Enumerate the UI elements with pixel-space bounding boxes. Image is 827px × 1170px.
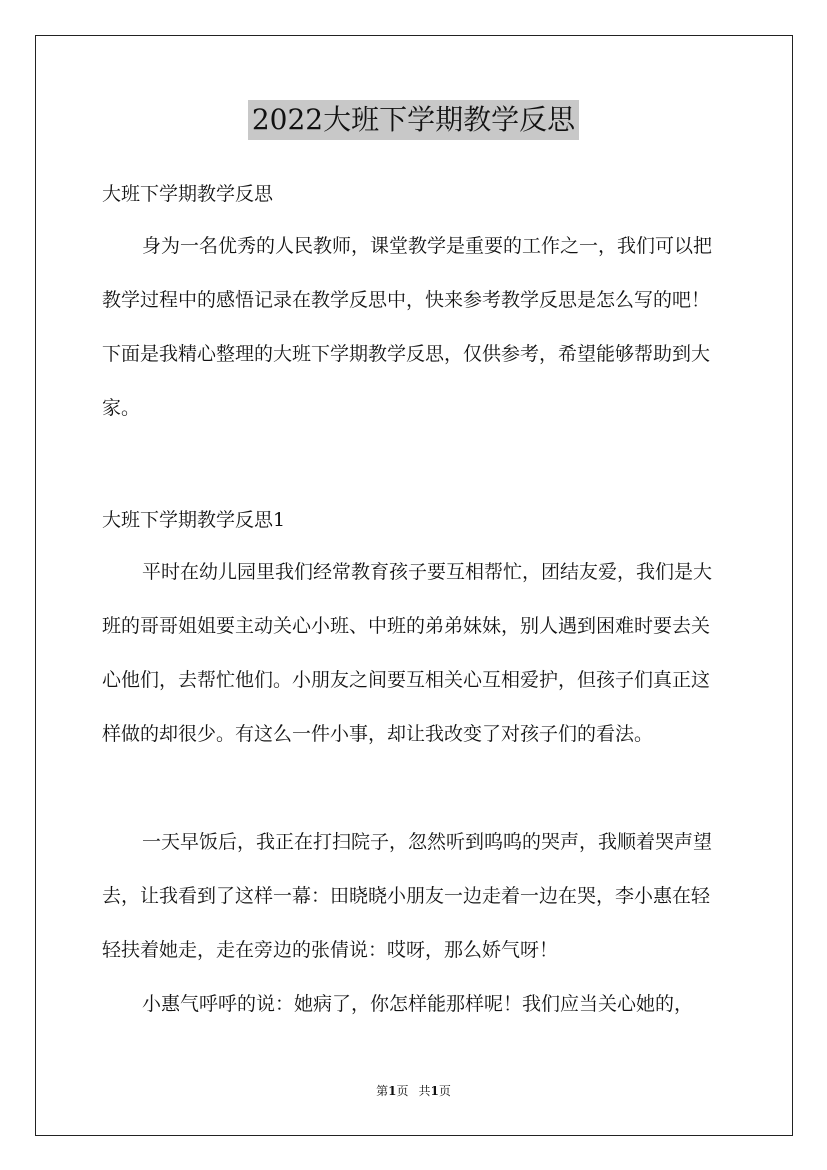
page-number: 1 xyxy=(388,1084,397,1098)
section-paragraph-text: 平时在幼儿园里我们经常教育孩子要互相帮忙，团结友爱，我们是大班的哥哥姐姐要主动关心小班、中班的弟弟妹妹，别人遇到困难时要去关心他们，去帮忙他们。小朋友之间要互相关心互相爱护，但孩子们真正这样做的却很少。有这么一件小事，却让我改变了对孩子们的看法。 xyxy=(102,561,713,745)
section-paragraph-text: 一天早饭后，我正在打扫院子，忽然听到呜呜的哭声，我顺着哭声望去，让我看到了这样一幕：田晓晓小朋友一边走着一边在哭，李小惠在轻轻扶着她走，走在旁边的张倩说：哎呀，那么娇气呀！ xyxy=(102,831,713,961)
total-prefix: 共 xyxy=(418,1084,431,1098)
section-paragraph xyxy=(102,815,726,977)
section-paragraph xyxy=(102,977,726,1031)
page-footer xyxy=(0,1082,827,1100)
page-total: 1 xyxy=(430,1084,439,1098)
section-paragraph-text: 小惠气呼呼的说：她病了，你怎样能那样呢！我们应当关心她的， xyxy=(142,993,694,1015)
document-title: 2022大班下学期教学反思 xyxy=(248,100,579,140)
section-paragraph xyxy=(102,545,726,761)
intro-paragraph-text: 身为一名优秀的人民教师，课堂教学是重要的工作之一，我们可以把教学过程中的感悟记录在教学反思中，快来参考教学反思是怎么写的吧！下面是我精心整理的大班下学期教学反思，仅供参考，希望能够帮助到大家。 xyxy=(102,235,713,419)
section-heading: 大班下学期教学反思1 xyxy=(102,509,286,531)
title-container xyxy=(0,100,827,140)
page-prefix: 第 xyxy=(376,1084,389,1098)
total-suffix: 页 xyxy=(438,1084,451,1098)
page-suffix: 页 xyxy=(396,1084,409,1098)
document-subtitle: 大班下学期教学反思 xyxy=(102,183,274,205)
intro-paragraph xyxy=(102,219,726,435)
